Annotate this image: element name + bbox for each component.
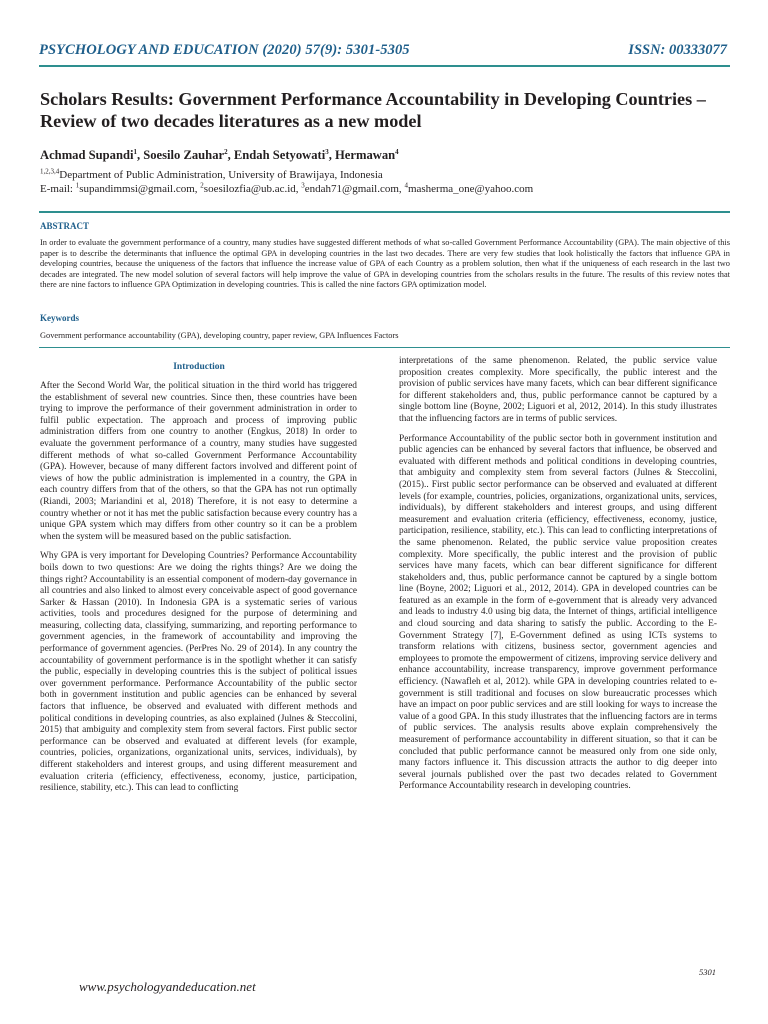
- author-superscript: 1: [133, 147, 137, 156]
- affiliation-superscript: 1,2,3,4: [40, 167, 60, 176]
- footer-url[interactable]: www.psychologyandeducation.net: [79, 979, 256, 994]
- email-superscript: 3: [301, 181, 305, 190]
- journal-header: PSYCHOLOGY AND EDUCATION (2020) 57(9): 5301-5305: [39, 42, 410, 58]
- email-address: masherma_one@yahoo.com: [407, 183, 534, 195]
- affiliation-text: Department of Public Administration, University of Brawijaya, Indonesia: [59, 169, 383, 181]
- keywords-body: Government performance accountability (GPA), developing country, paper review, GPA Influences Factors: [40, 331, 399, 340]
- abstract-divider: [39, 211, 730, 213]
- author-superscript: 4: [395, 147, 399, 156]
- left-column: [40, 381, 357, 803]
- right-column: [399, 356, 717, 801]
- email-label: E-mail:: [40, 183, 76, 195]
- email-superscript: 2: [200, 181, 204, 190]
- body-paragraph: interpretations of the same phenomenon. Related, the public service value proposition creates complexity. More specifically, the public interest and the provision of public services have many facets, which can bear different significance for different stakeholders and, thus, public performance cannot be captured by a single bottom line (Boyne, 2002; Liguori et al, 2012, 2014). In this study illustrates that the influencing factors are in terms of public services.: [399, 356, 717, 424]
- abstract-body: In order to evaluate the government performance of a country, many studies have suggested different methods of what so-called Government Performance Accountability (GPA). The main objective of this paper is to describe the determinants that influence the optimal GPA in developing countries in the last two decades. There are very few studies that look holistically the factors that influence GPA in developing countries, because the uniqueness of the factors that influence the increase value of GPA of each Country as a problem solution, then what if the uniqueness of each research in the last two decades are integrated. The new model solution of several factors will help improve the value of GPA in developing countries from the scholars results in the future. The results of this review notes that there are nine factors to influence GPA Optimization in developing countries. This is called the nine factors GPA optimization model.: [40, 238, 730, 290]
- paper-title: Scholars Results: Government Performance Accountability in Developing Countries – Review of two decades literatures as a new model: [40, 89, 706, 131]
- body-paragraph: After the Second World War, the political situation in the third world has triggered the establishment of several new countries. Since then, these countries have been trying to improve the performance of their government administration in order to fulfil public expectation. The approach and process of improving public administration differs from one country to another (Engkus, 2018) In order to evaluate the government performance of a country, many studies have suggested different methods of what so-called Government Performance Accountability (GPA). However, because of many different factors involved and different point of views of how the public administration is implemented in a country, the GPA in each country differs from that of the others, so that the GPA has not run optimally (Riandi, 2003; Mariandini et al, 2018) Therefore, it is not easy to determine a country whether or not it has met the public satisfaction because every country has a unique GPA system which may differs from other country so it can be a problem when the system will be measured based on the public satisfaction.: [40, 381, 357, 542]
- abstract-heading: ABSTRACT: [40, 221, 90, 231]
- keywords-divider: [39, 347, 730, 348]
- email-superscript: 1: [75, 181, 80, 190]
- email-address: soesilozfia@ub.ac.id,: [203, 183, 302, 195]
- issn-header: ISSN: 00333077: [628, 42, 727, 58]
- author-superscript: 3: [325, 147, 329, 156]
- email-superscript: 4: [404, 181, 408, 190]
- author-name: Endah Setyowati: [233, 148, 326, 162]
- affiliation-line: [40, 168, 730, 182]
- keywords-heading: Keywords: [40, 313, 79, 323]
- affiliation-block: [40, 168, 730, 196]
- email-address: endah71@gmail.com,: [304, 183, 405, 195]
- page-number: 5301: [699, 967, 716, 977]
- body-paragraph: Performance Accountability of the public sector both in government institution and public agencies can be enhanced by several factors that influence, be observed and evaluated with different methods and political conditions in developing countries, that ambiguity and complexity stem from several factors (Julnes & Steccolini, (2015).. First public sector performance can be observed and evaluated at different levels (for example, countries, policies, organizations, organizational units, services, individuals), by different stakeholders and interest groups, and using different measurement and evaluation criteria (efficiency, effectiveness, economy, justice, participation, resilience, stability, etc.). This can lead to conflicting interpretations of the same phenomenon. Related, the public service value proposition creates complexity. More specifically, the public interest and the provision of public services have many facets, which can bear different significance for different stakeholders and, thus, public performance cannot be captured by a single bottom line (Boyne, 2002; Liguori et al., 2012, 2014). GPA in developed countries can be featured as an example in the form of e-government that is already very advanced and leads to industry 4.0 using big data, the Internet of things, artificial intelligence and cloud sourcing and data sharing to satisfy the public. According to the E-Government Strategy [7], E-Government defined as using ICTs systems to transform relations with citizens, business sector, government agencies and employees to promote the empowerment of citizens, improving service delivery and enhance accountability, increase transparency, improve government performance efficiency. (Nawafleh et al, 2012). while GPA in developing countries related to e-government is still traditional and focuses on slow bureaucratic processes which have an impact on poor public services and are still looking for ways to increase the value of a good GPA. In this study illustrates that the influencing factors are in terms of public services. The analysis results above explain comprehensively the measurement of performance accountability in different situation, so that it can be concluded that public performance cannot be measured only from one side only, many factors influence it. This discussion attracts the author to dig deeper into several journals published over the past two decades related to Government Performance Accountability research in developing countries.: [399, 433, 717, 792]
- email-line: [40, 182, 730, 196]
- body-paragraph: Why GPA is very important for Developing Countries? Performance Accountability boils down to two questions: Are we doing the rights things? Are we doing the things right? Accountability is an essential component of modern-day governance in all countries and also linked to almost every conceivable aspect of good governance Sarker & Hassan (2010). In Indonesia GPA is a systematic series of various activities, tools and procedures designed for the purpose of determining and measuring, collecting data, classifying, summarizing, and reporting performance to government agencies, in the framework of accountability and improving the performance of government agencies. (PerPres No. 29 of 2014). In any country the accountability of government performance is in the spotlight whether it can satisfy the public, especially in developing countries this is the subject of political issues over government performance. Performance Accountability of the public sector both in government institution and public agencies can be enhanced by several factors that influence, be observed and evaluated with different methods and political conditions in developing countries, as also explained (Julnes & Steccolini, 2015) that ambiguity and complexity stem from several factors. First public sector performance can be observed and evaluated at different levels (for example, countries, policies, organizations, organizational units, services, individuals), by different stakeholders and interest groups, and using different measurement and evaluation criteria (efficiency, effectiveness, economy, justice, participation, resilience, stability, etc.). This can lead to conflicting: [40, 551, 357, 794]
- author-name: Soesilo Zauhar: [143, 148, 225, 162]
- header-divider: [39, 65, 730, 67]
- introduction-heading: Introduction: [173, 362, 225, 372]
- author-list: Achmad Supandi$^1$, Soesilo Zauhar$^2$, Endah Setyowati$^3$, Hermawan$^4$: [40, 147, 399, 162]
- author-superscript: 2: [224, 147, 228, 156]
- author-name: Hermawan: [335, 148, 396, 162]
- author-name: Achmad Supandi: [40, 148, 134, 162]
- email-address: supandimmsi@gmail.com,: [79, 183, 201, 195]
